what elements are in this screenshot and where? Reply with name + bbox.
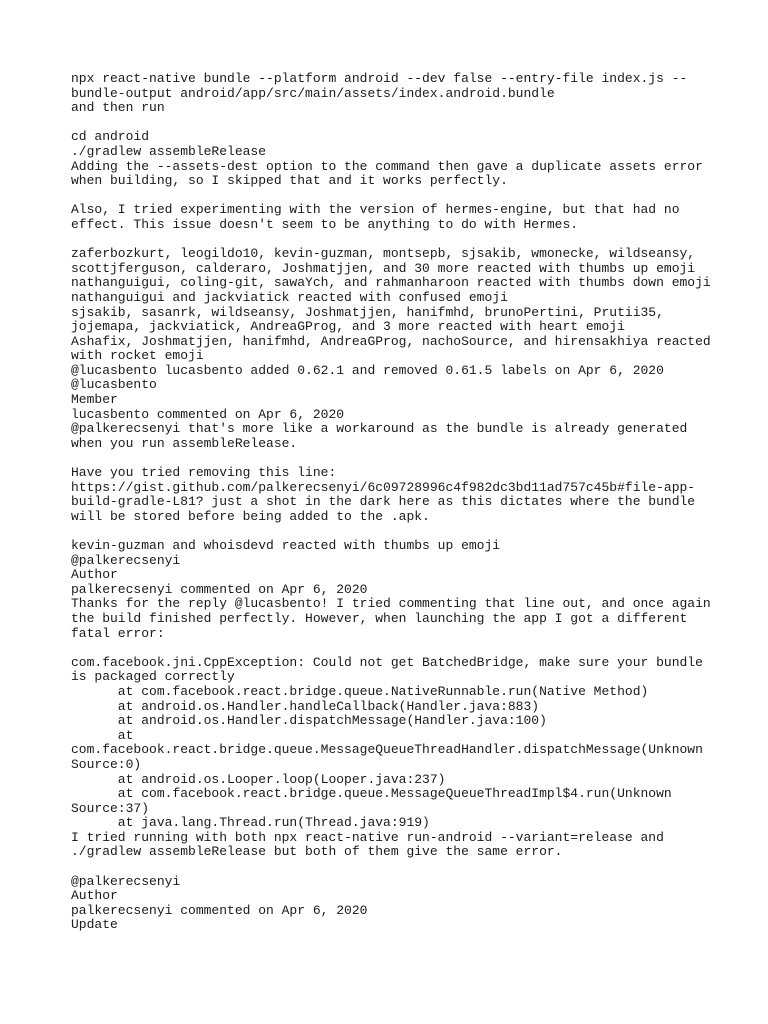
text-line: at com.facebook.react.bridge.queue.NativeRunnable.run(Native Method) bbox=[71, 683, 649, 699]
text-line: with rocket emoji bbox=[71, 348, 204, 364]
text-line: will be stored before being added to the .apk. bbox=[71, 508, 430, 524]
blank-line bbox=[71, 189, 711, 204]
text-line: nathanguigui and jackviatick reacted with confused emoji bbox=[71, 289, 508, 305]
text-line: is packaged correctly bbox=[71, 669, 235, 685]
text-line: @palkerecsenyi bbox=[71, 873, 181, 889]
text-block bbox=[71, 130, 711, 188]
text-line: when you run assembleRelease. bbox=[71, 435, 298, 451]
text-line: palkerecsenyi commented on Apr 6, 2020 bbox=[71, 902, 368, 918]
text-line: fatal error: bbox=[71, 625, 165, 641]
text-line: and then run bbox=[71, 100, 165, 116]
text-line: at com.facebook.react.bridge.queue.MessageQueueThreadImpl$4.run(Unknown bbox=[71, 786, 672, 802]
text-line: Also, I tried experimenting with the version of hermes-engine, but that had no bbox=[71, 202, 680, 218]
text-line: scottjferguson, calderaro, Joshmatjjen, and 30 more reacted with thumbs up emoji bbox=[71, 260, 696, 276]
text-line: at java.lang.Thread.run(Thread.java:919) bbox=[71, 815, 430, 831]
text-line: @lucasbento lucasbento added 0.62.1 and removed 0.61.5 labels on Apr 6, 2020 bbox=[71, 362, 664, 378]
text-line: @palkerecsenyi that's more like a workaround as the bundle is already generated bbox=[71, 421, 688, 437]
blank-line bbox=[71, 233, 711, 248]
text-line: cd android bbox=[71, 129, 150, 145]
blank-line bbox=[71, 641, 711, 656]
text-line: when building, so I skipped that and it works perfectly. bbox=[71, 173, 508, 189]
text-line: Author bbox=[71, 888, 118, 904]
document-body bbox=[71, 72, 711, 933]
text-block bbox=[71, 539, 711, 641]
text-line: kevin-guzman and whoisdevd reacted with thumbs up emoji bbox=[71, 538, 501, 553]
text-block bbox=[71, 247, 711, 451]
text-line: at android.os.Handler.handleCallback(Handler.java:883) bbox=[71, 698, 540, 714]
text-block bbox=[71, 466, 711, 524]
text-line: Source:37) bbox=[71, 800, 150, 816]
text-line: @lucasbento bbox=[71, 377, 157, 393]
text-block bbox=[71, 203, 711, 232]
text-line: effect. This issue doesn't seem to be anything to do with Hermes. bbox=[71, 216, 579, 232]
blank-line bbox=[71, 116, 711, 131]
text-line: at android.os.Looper.loop(Looper.java:237) bbox=[71, 771, 446, 787]
text-line: lucasbento commented on Apr 6, 2020 bbox=[71, 406, 345, 422]
blank-line bbox=[71, 451, 711, 466]
text-line: zaferbozkurt, leogildo10, kevin-guzman, montsepb, sjsakib, wmonecke, wildseansy, bbox=[71, 246, 696, 262]
text-line: ./gradlew assembleRelease but both of them give the same error. bbox=[71, 844, 563, 860]
text-line: sjsakib, sasanrk, wildseansy, Joshmatjjen, hanifmhd, brunoPertini, Prutii35, bbox=[71, 304, 664, 320]
text-line: Have you tried removing this line: bbox=[71, 465, 337, 481]
text-line: Adding the --assets-dest option to the command then gave a duplicate assets error bbox=[71, 158, 703, 174]
text-line: Ashafix, Joshmatjjen, hanifmhd, AndreaGProg, nachoSource, and hirensakhiya reacted bbox=[71, 333, 711, 349]
text-line: npx react-native bundle --platform android --dev false --entry-file index.js -- bbox=[71, 71, 688, 86]
text-line: at bbox=[71, 727, 134, 743]
text-line: com.facebook.jni.CppException: Could not get BatchedBridge, make sure your bundle bbox=[71, 654, 703, 670]
text-line: Source:0) bbox=[71, 756, 142, 772]
text-line: the build finished perfectly. However, when launching the app I got a different bbox=[71, 610, 688, 626]
text-block bbox=[71, 656, 711, 860]
text-block bbox=[71, 72, 711, 116]
text-line: bundle-output android/app/src/main/assets/index.android.bundle bbox=[71, 85, 555, 101]
text-line: palkerecsenyi commented on Apr 6, 2020 bbox=[71, 581, 368, 597]
text-line: at android.os.Handler.dispatchMessage(Handler.java:100) bbox=[71, 713, 547, 729]
text-line: ./gradlew assembleRelease bbox=[71, 143, 267, 159]
text-line: Thanks for the reply @lucasbento! I tried commenting that line out, and once again bbox=[71, 596, 711, 612]
text-line: build-gradle-L81? just a shot in the dark here as this dictates where the bundle bbox=[71, 494, 696, 510]
text-line: @palkerecsenyi bbox=[71, 552, 181, 568]
text-line: com.facebook.react.bridge.queue.MessageQueueThreadHandler.dispatchMessage(Unknown bbox=[71, 742, 703, 758]
text-line: https://gist.github.com/palkerecsenyi/6c09728996c4f982dc3bd11ad757c45b#file-app- bbox=[71, 479, 696, 495]
text-line: nathanguigui, coling-git, sawaYch, and rahmanharoon reacted with thumbs down emoji bbox=[71, 275, 711, 291]
blank-line bbox=[71, 860, 711, 875]
text-line: Author bbox=[71, 567, 118, 583]
blank-line bbox=[71, 524, 711, 539]
text-line: Update bbox=[71, 917, 118, 933]
text-line: jojemapa, jackviatick, AndreaGProg, and 3 more reacted with heart emoji bbox=[71, 319, 625, 335]
text-block bbox=[71, 875, 711, 933]
text-line: I tried running with both npx react-native run-android --variant=release and bbox=[71, 829, 664, 845]
text-line: Member bbox=[71, 392, 118, 408]
